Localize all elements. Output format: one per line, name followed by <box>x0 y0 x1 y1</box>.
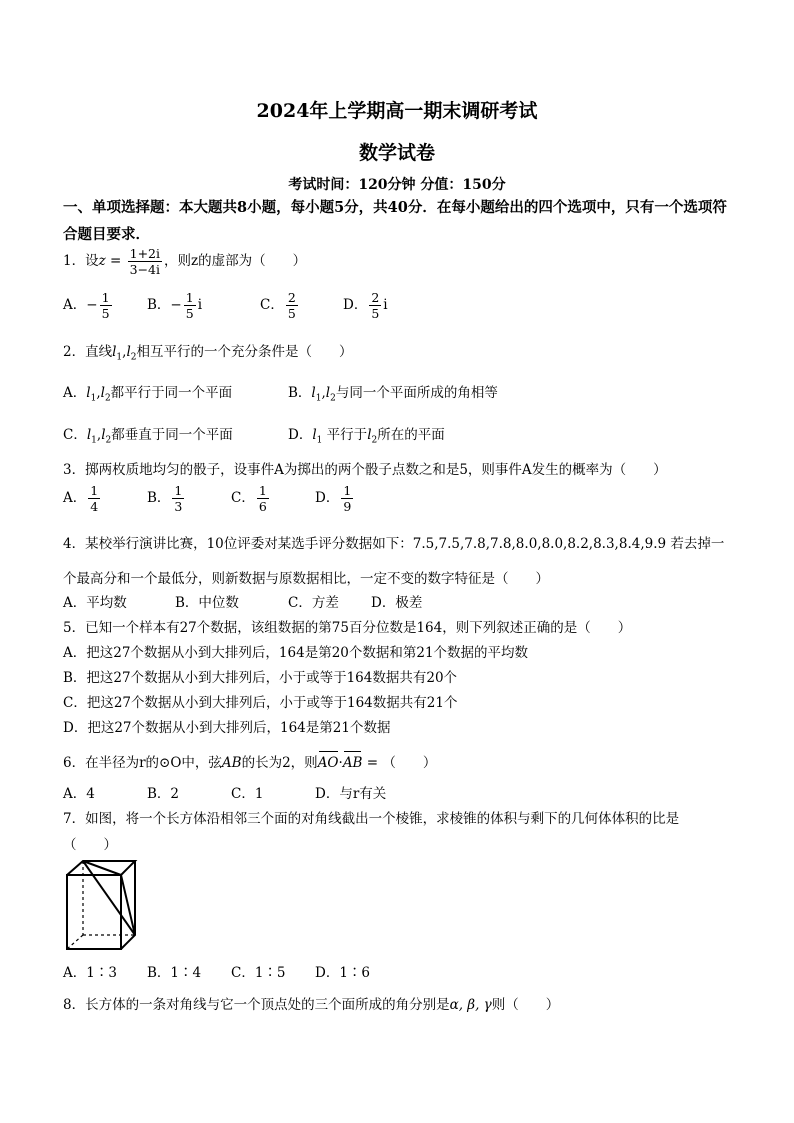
q1-opt-d-label: D． <box>343 297 368 313</box>
q2-option-a <box>63 381 232 404</box>
q2-sub2: 2 <box>130 352 137 363</box>
q2-opt-b-text: 与同一个平面所成的角相等 <box>335 385 498 401</box>
q8-greek: α, β, γ <box>449 997 492 1013</box>
exam-subtitle: 数学试卷 <box>358 142 435 164</box>
q4-option-d: D．极差 <box>371 595 423 611</box>
q1-var: z <box>98 253 106 269</box>
q2-opt-b-comma: , <box>321 385 326 401</box>
question-4-line2: 个最高分和一个最低分，则新数据与原数据相比，一定不变的数字特征是（ ） <box>63 571 549 587</box>
q2-opt-b-sub1: 1 <box>315 393 322 404</box>
q1-opt-d-frac <box>369 290 381 321</box>
q3-option-c <box>231 483 271 514</box>
q2-opt-d-sub1: 1 <box>316 435 323 446</box>
question-6 <box>63 751 436 771</box>
question-4-line1: 4．某校举行演讲比赛，10位评委对某选手评分数据如下：7.5,7.5,7.8,7.8,8.0,8.0,8.2,8.3,8.4,9.9 若去掉一 <box>63 536 725 552</box>
q6-option-b: B．2 <box>147 786 180 802</box>
q1-opt-b-den: 5 <box>185 306 194 321</box>
q2-opt-a-label: A． <box>63 385 87 401</box>
q7-option-b: B．1∶4 <box>147 965 202 981</box>
q3-opt-a-num: 1 <box>90 483 99 498</box>
q3-option-b <box>147 483 186 514</box>
q2-opt-d-l1: l <box>312 427 317 443</box>
q3-opt-c-den: 6 <box>258 499 267 514</box>
q1-opt-d-num: 2 <box>371 290 380 305</box>
q3-opt-b-den: 3 <box>174 499 183 514</box>
q6-option-d: D．与r有关 <box>315 786 387 802</box>
question-2 <box>63 340 353 363</box>
q2-opt-a-sub2: 2 <box>104 393 111 404</box>
q1-opt-c-den: 5 <box>287 306 296 321</box>
q2-opt-c-l2: l <box>101 427 106 443</box>
q2-opt-d-l2: l <box>367 427 372 443</box>
q2-opt-c-text: 都垂直于同一个平面 <box>111 427 233 443</box>
q2-opt-c-sub2: 2 <box>105 435 112 446</box>
q2-opt-a-sub1: 1 <box>90 393 97 404</box>
q3-opt-d-den: 9 <box>343 499 352 514</box>
q1-opt-d-tail: i <box>383 297 388 313</box>
question-5: 5．已知一个样本有27个数据，该组数据的第75百分位数是164，则下列叙述正确的是（ ） <box>63 620 632 636</box>
q1-opt-c-frac <box>286 290 298 321</box>
q8-text: 8．长方体的一条对角线与它一个顶点处的三个面所成的角分别是 <box>63 997 450 1013</box>
q2-opt-d-sub2: 2 <box>371 435 378 446</box>
q4-option-a: A．平均数 <box>63 595 127 611</box>
question-1 <box>63 246 306 277</box>
q3-opt-d-num: 1 <box>343 483 352 498</box>
q1-opt-c-num: 2 <box>287 290 296 305</box>
question-7-line2: （ ） <box>63 837 117 853</box>
cuboid-figure <box>63 855 143 955</box>
q7-option-c: C．1∶5 <box>231 965 286 981</box>
q1-option-c <box>260 290 300 321</box>
q2-opt-d-text: 所在的平面 <box>377 427 445 443</box>
q2-opt-c-comma: , <box>96 427 102 443</box>
q1-opt-b-frac <box>184 290 196 321</box>
q5-option-a: A．把这27个数据从小到大排列后，164是第20个数据和第21个数据的平均数 <box>63 645 529 661</box>
q1-opt-b-label: B．− <box>147 297 182 313</box>
q6-vector-ao: AO <box>317 755 339 771</box>
q2-opt-a-comma: , <box>96 385 101 401</box>
q4-option-b: B．中位数 <box>175 595 239 611</box>
q1-opt-b-tail: i <box>197 297 203 313</box>
q2-opt-d-label: D． <box>288 427 313 443</box>
q5-option-c: C．把这27个数据从小到大排列后，小于或等于164数据共有21个 <box>63 695 458 711</box>
exam-meta: 考试时间：120分钟 分值：150分 <box>288 177 506 193</box>
q3-opt-a-label: A． <box>63 490 87 506</box>
q2-opt-b-l2: l <box>325 385 331 401</box>
q7-option-a: A．1∶3 <box>63 965 117 981</box>
q2-post: 相互平行的一个充分条件是（ ） <box>136 344 353 360</box>
q6-ab: AB <box>221 755 242 771</box>
q2-option-c <box>63 423 233 446</box>
q3-opt-b-frac <box>172 483 184 514</box>
q1-pre: 1．设 <box>63 253 99 269</box>
q2-opt-a-text: 都平行于同一个平面 <box>110 385 233 401</box>
q6-option-c: C．1 <box>231 786 264 802</box>
q3-opt-a-den: 4 <box>90 499 99 514</box>
q2-opt-b-sub2: 2 <box>330 393 336 404</box>
q1-num: 1+2i <box>129 246 161 261</box>
q4-option-c: C．方差 <box>288 595 339 611</box>
q2-opt-c-sub1: 1 <box>91 435 97 446</box>
question-8 <box>63 993 559 1013</box>
q2-comma: , <box>122 344 127 360</box>
q1-option-d <box>343 290 388 321</box>
q2-opt-b-label: B． <box>288 385 312 401</box>
q8-post: 则（ ） <box>491 997 560 1013</box>
q2-opt-a-l2: l <box>100 385 105 401</box>
q2-l2: l <box>126 344 131 360</box>
q3-opt-d-frac <box>341 483 353 514</box>
q2-opt-a-l1: l <box>86 385 91 401</box>
q1-den: 3−4i <box>129 262 161 277</box>
q3-opt-c-label: C． <box>231 490 255 506</box>
q3-opt-c-frac <box>257 483 269 514</box>
q1-opt-c-label: C． <box>260 297 284 313</box>
q6-dot: · <box>338 755 343 771</box>
q2-option-b <box>288 381 498 404</box>
q2-sub1: 1 <box>116 352 123 363</box>
q3-opt-b-label: B． <box>147 490 171 506</box>
q1-opt-a-frac <box>100 290 112 321</box>
q2-opt-c-l1: l <box>86 427 92 443</box>
q7-option-d: D．1∶6 <box>315 965 371 981</box>
question-3: 3．掷两枚质地均匀的骰子，设事件A为掷出的两个骰子点数之和是5，则事件A发生的概率为（ ） <box>63 462 667 478</box>
q3-opt-d-label: D． <box>315 490 340 506</box>
q3-option-a <box>63 483 102 514</box>
q1-opt-a-den: 5 <box>101 306 110 321</box>
q6-pre: 6．在半径为r的⊙O中，弦 <box>63 755 222 771</box>
q1-opt-a-num: 1 <box>101 290 110 305</box>
q1-eq: = <box>105 253 126 269</box>
q3-option-d <box>315 483 355 514</box>
q2-l1: l <box>112 344 117 360</box>
q5-option-d: D．把这27个数据从小到大排列后，164是第21个数据 <box>63 720 391 736</box>
q2-option-d <box>288 423 445 446</box>
exam-title: 2024年上学期高一期末调研考试 <box>256 100 538 122</box>
q2-opt-c-label: C． <box>63 427 87 443</box>
q3-opt-a-frac <box>88 483 100 514</box>
q3-opt-c-num: 1 <box>258 483 267 498</box>
q6-post: = （ ） <box>362 755 437 771</box>
q2-opt-b-l1: l <box>311 385 316 401</box>
q1-fraction <box>128 246 162 277</box>
q1-opt-b-num: 1 <box>185 290 194 305</box>
q6-option-a: A．4 <box>63 786 95 802</box>
q1-option-b <box>147 290 202 321</box>
q1-post: ，则z的虚部为（ ） <box>164 253 307 269</box>
question-7-line1: 7．如图，将一个长方体沿相邻三个面的对角线截出一个棱锥，求棱锥的体积与剩下的几何体体积的比是 <box>63 811 680 827</box>
q5-option-b: B．把这27个数据从小到大排列后，小于或等于164数据共有20个 <box>63 670 458 686</box>
q1-opt-d-den: 5 <box>371 306 380 321</box>
q1-option-a <box>63 290 114 321</box>
q2-opt-d-mid: 平行于 <box>322 427 368 443</box>
section-heading: 一、单项选择题：本大题共8小题，每小题5分，共40分．在每小题给出的四个选项中，只有一个选项符合题目要求． <box>63 199 727 243</box>
q2-pre: 2．直线 <box>63 344 113 360</box>
q6-mid: 的长为2，则 <box>241 755 318 771</box>
q6-vector-ab: AB <box>342 755 363 771</box>
q3-opt-b-num: 1 <box>174 483 183 498</box>
q1-opt-a-label: A．− <box>63 297 98 313</box>
